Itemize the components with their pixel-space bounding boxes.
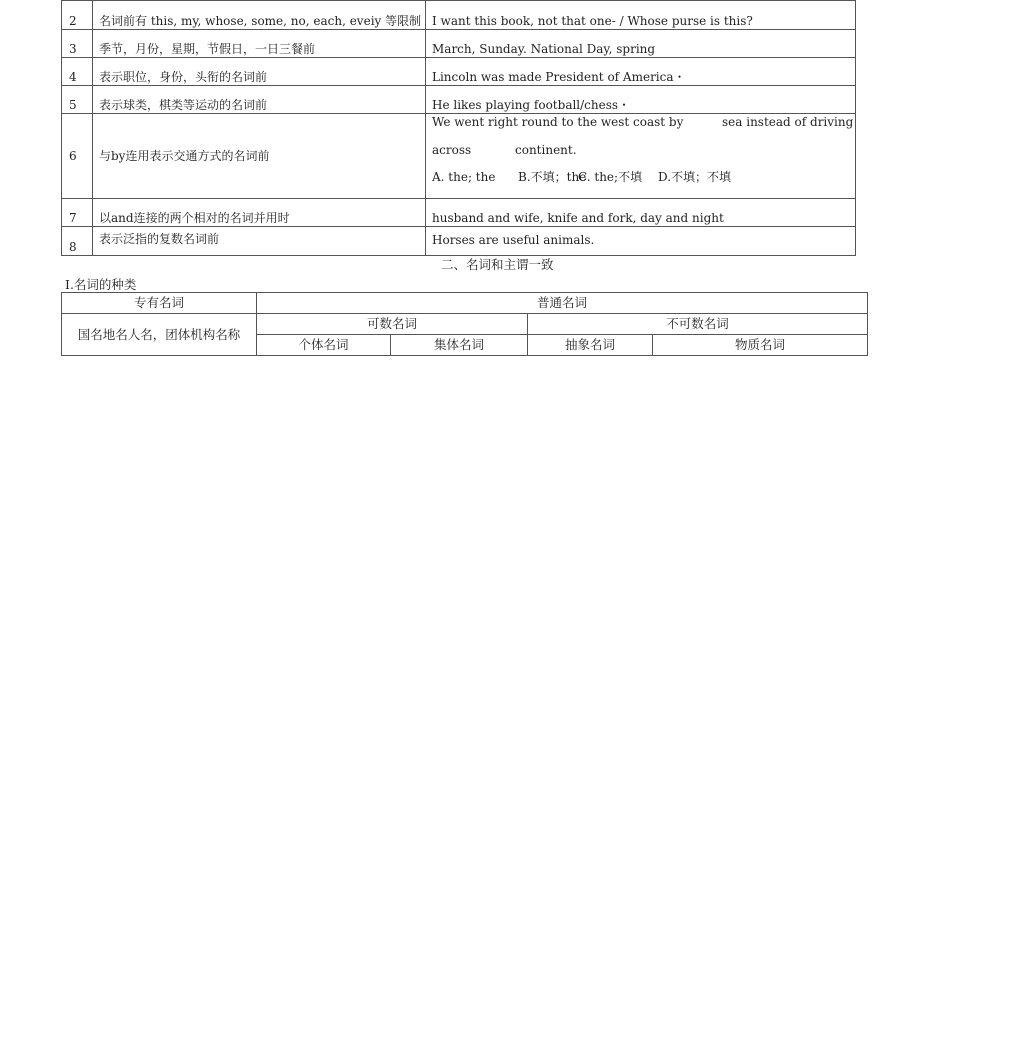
rule-cell: 季节，月份，星期，节假日，一日三餐前 — [93, 30, 426, 58]
table-row — [62, 199, 856, 227]
countable-header: 可数名词 — [257, 314, 528, 335]
table-row — [62, 86, 856, 114]
table-row — [62, 293, 868, 314]
collective-noun: 集体名词 — [391, 335, 528, 356]
example-cell: Horses are useful animals. — [426, 227, 856, 256]
proper-noun-desc: 国名地名人名，团体机构名称 — [62, 314, 257, 356]
row-number: 4 — [62, 58, 93, 86]
rule-cell: 以and连接的两个相对的名词并用时 — [93, 199, 426, 227]
example-cell: March, Sunday. National Day, spring — [426, 30, 856, 58]
example-cell: He likes playing football/chess・ — [426, 86, 856, 114]
rule-cell: 表示泛指的复数名词前 — [93, 227, 426, 256]
table-row — [62, 58, 856, 86]
option-a: A. the; the — [432, 170, 496, 184]
row-number: 7 — [62, 199, 93, 227]
article-usage-table — [61, 0, 856, 256]
section-title: 二、名词和主谓一致 — [441, 257, 554, 272]
subsection-title: I.名词的种类 — [65, 277, 137, 292]
row-number: 5 — [62, 86, 93, 114]
table-row — [62, 30, 856, 58]
example-line: continent. — [515, 143, 577, 157]
uncountable-header: 不可数名词 — [528, 314, 868, 335]
abstract-noun: 抽象名词 — [528, 335, 653, 356]
row-number: 2 — [62, 1, 93, 30]
row-number: 8 — [62, 227, 93, 256]
rule-cell: 表示球类，棋类等运动的名词前 — [93, 86, 426, 114]
table-row — [62, 1, 856, 30]
example-cell — [426, 114, 856, 199]
rule-cell: 表示职位，身份，头衔的名词前 — [93, 58, 426, 86]
option-c: C. the;不填 — [578, 170, 643, 184]
table-row — [62, 314, 868, 335]
proper-noun-header: 专有名词 — [62, 293, 257, 314]
example-cell: husband and wife, knife and fork, day and night — [426, 199, 856, 227]
row-number: 6 — [62, 114, 93, 199]
noun-types-table — [61, 292, 868, 356]
example-line: sea instead of driving — [722, 115, 854, 129]
row-number: 3 — [62, 30, 93, 58]
material-noun: 物质名词 — [653, 335, 868, 356]
example-line: We went right round to the west coast by — [432, 115, 684, 129]
rule-cell: 名词前有 this, my, whose, some, no, each, eveiy 等限制 — [93, 1, 426, 30]
table-row — [62, 227, 856, 256]
common-noun-header: 普通名词 — [257, 293, 868, 314]
option-b: B.不填；the — [518, 170, 587, 184]
table-row — [62, 114, 856, 199]
option-d: D.不填；不填 — [658, 170, 732, 184]
example-line: across — [432, 143, 472, 157]
individual-noun: 个体名词 — [257, 335, 391, 356]
example-cell: I want this book, not that one- / Whose purse is this? — [426, 1, 856, 30]
example-cell: Lincoln was made President of America・ — [426, 58, 856, 86]
rule-cell: 与by连用表示交通方式的名词前 — [93, 114, 426, 199]
